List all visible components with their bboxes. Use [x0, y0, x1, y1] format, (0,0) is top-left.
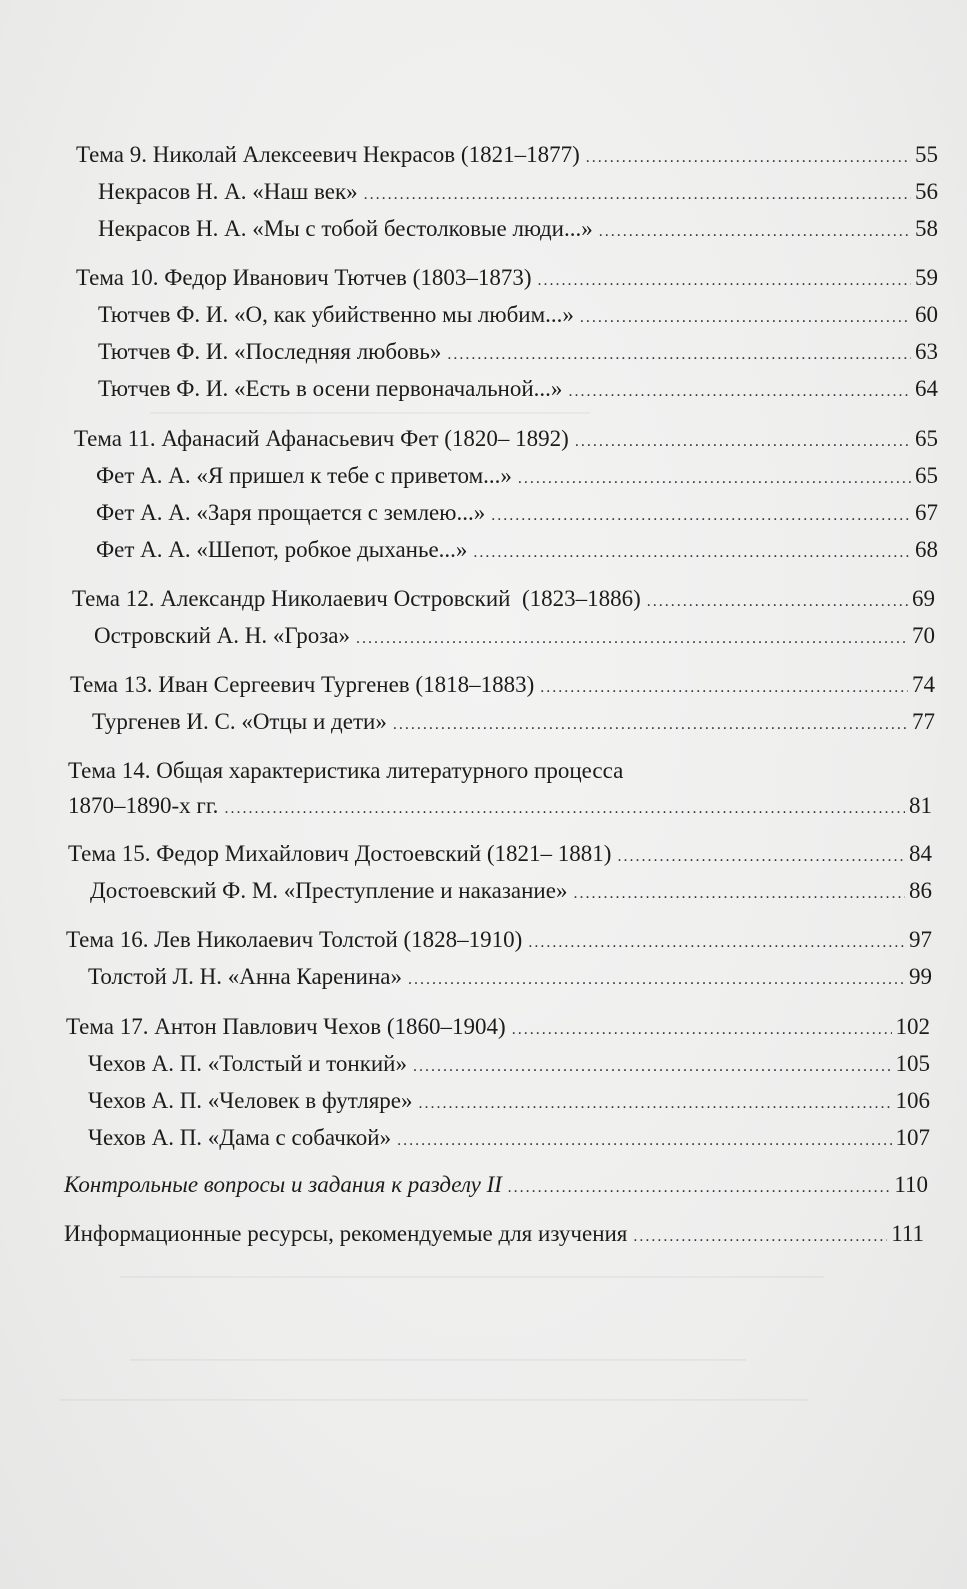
toc-entry-page: 102 — [895, 1014, 930, 1039]
dot-leader — [397, 1126, 891, 1156]
toc-entry-page: 110 — [894, 1172, 928, 1197]
dot-leader — [580, 303, 911, 333]
toc-entry-page: 60 — [915, 302, 938, 327]
toc-entry-topic-12[interactable] — [72, 584, 935, 617]
toc-entry-title: Некрасов Н. А. «Наш век» — [98, 179, 358, 204]
dot-leader — [512, 1015, 892, 1045]
toc-entry-chekhov-3[interactable] — [88, 1123, 930, 1156]
dot-leader — [491, 501, 911, 531]
toc-entry-chekhov-2[interactable] — [88, 1086, 930, 1119]
dot-leader — [356, 624, 908, 654]
toc-entry-page: 56 — [915, 179, 938, 204]
toc-entry-page: 63 — [915, 339, 938, 364]
toc-entry-fet-3[interactable] — [96, 535, 938, 568]
toc-entry-tyutchev-2[interactable] — [98, 337, 938, 370]
toc-entry-title: Тема 16. Лев Николаевич Толстой (1828–1910) — [66, 927, 523, 952]
bleed-through-text: ———————————————————————————— — [130, 1345, 746, 1370]
toc-entry-page: 59 — [915, 265, 938, 290]
toc-entry-title: Фет А. А. «Шепот, робкое дыханье...» — [96, 537, 468, 562]
toc-entry-title: Чехов А. П. «Человек в футляре» — [88, 1088, 413, 1113]
dot-leader — [364, 180, 911, 210]
toc-entry-title: 1870–1890-х гг. — [68, 793, 219, 818]
toc-entry-title: Тютчев Ф. И. «Есть в осени первоначальной...» — [98, 376, 563, 401]
dot-leader — [473, 538, 911, 568]
toc-entry-title: Тургенев И. С. «Отцы и дети» — [92, 709, 387, 734]
toc-entry-page: 97 — [909, 927, 932, 952]
toc-entry-nekrasov-2[interactable] — [98, 214, 938, 247]
dot-leader — [617, 842, 905, 872]
toc-entry-topic-16[interactable] — [66, 925, 932, 958]
toc-entry-title: Некрасов Н. А. «Мы с тобой бестолковые люди...» — [98, 216, 593, 241]
toc-entry-page: 68 — [915, 537, 938, 562]
dot-leader — [586, 143, 911, 173]
toc-entry-tyutchev-1[interactable] — [98, 300, 938, 333]
toc-entry-page: 111 — [891, 1221, 924, 1246]
dot-leader — [518, 464, 911, 494]
toc-entry-title: Фет А. А. «Я пришел к тебе с приветом...» — [96, 463, 512, 488]
toc-entry-dostoevsky-1[interactable] — [90, 876, 932, 909]
toc-entry-page: 86 — [909, 878, 932, 903]
toc-entry-title: Контрольные вопросы и задания к разделу II — [64, 1172, 502, 1197]
dot-leader — [224, 794, 905, 824]
dot-leader — [599, 217, 911, 247]
dot-leader — [418, 1089, 891, 1119]
toc-entry-page: 99 — [909, 964, 932, 989]
toc-entry-title: Тема 17. Антон Павлович Чехов (1860–1904) — [66, 1014, 506, 1039]
dot-leader — [633, 1222, 887, 1252]
toc-entry-turgenev-1[interactable] — [92, 707, 935, 740]
toc-entry-page: 58 — [915, 216, 938, 241]
bleed-through-text: ———————————————————————————————— — [120, 1262, 824, 1287]
dot-leader — [575, 427, 911, 457]
toc-entry-topic-9[interactable] — [76, 140, 938, 173]
toc-entry-title: Достоевский Ф. М. «Преступление и наказание» — [90, 878, 568, 903]
toc-entry-chekhov-1[interactable] — [88, 1049, 930, 1082]
bleed-through-text: —————————————————————————————————— — [60, 1385, 808, 1410]
toc-entry-page: 65 — [915, 426, 938, 451]
toc-entry-title: Тема 12. Александр Николаевич Островский (1823–1886) — [72, 586, 641, 611]
dot-leader — [413, 1052, 892, 1082]
toc-entry-page: 106 — [895, 1088, 930, 1113]
toc-entry-page: 65 — [915, 463, 938, 488]
dot-leader — [393, 710, 908, 740]
toc-entry-topic-17[interactable] — [66, 1012, 930, 1045]
toc-entry-title: Информационные ресурсы, рекомендуемые для изучения — [64, 1221, 628, 1246]
dot-leader — [508, 1173, 890, 1203]
dot-leader — [647, 587, 908, 617]
toc-entry-title: Островский А. Н. «Гроза» — [94, 623, 350, 648]
toc-entry-page: 69 — [912, 586, 935, 611]
toc-entry-title: Толстой Л. Н. «Анна Каренина» — [88, 964, 402, 989]
toc-entry-fet-1[interactable] — [96, 461, 938, 494]
toc-entry-title: Фет А. А. «Заря прощается с землею...» — [96, 500, 486, 525]
toc-entry-topic-14[interactable] — [68, 791, 932, 824]
toc-entry-title: Тема 15. Федор Михайлович Достоевский (1821– 1881) — [68, 841, 612, 866]
toc-entry-fet-2[interactable] — [96, 498, 938, 531]
dot-leader — [540, 673, 908, 703]
toc-entry-title: Тема 11. Афанасий Афанасьевич Фет (1820– 1892) — [74, 426, 569, 451]
toc-entry-page: 67 — [915, 500, 938, 525]
bleed-through-text: ———————————————————— — [150, 398, 590, 423]
toc-entry-review-questions[interactable] — [64, 1170, 928, 1203]
toc-entry-topic-10[interactable] — [76, 263, 938, 296]
toc-entry-page: 107 — [895, 1125, 930, 1150]
toc-entry-page: 64 — [915, 376, 938, 401]
toc-entry-topic-11[interactable] — [74, 424, 938, 457]
toc-entry-title: Тютчев Ф. И. «О, как убийственно мы любим...» — [98, 302, 574, 327]
toc-entry-ostrovsky-1[interactable] — [94, 621, 935, 654]
toc-entry-title: Тема 9. Николай Алексеевич Некрасов (1821–1877) — [76, 142, 580, 167]
dot-leader — [573, 879, 905, 909]
toc-entry-page: 55 — [915, 142, 938, 167]
dot-leader — [528, 928, 905, 958]
toc-entry-topic-14-title[interactable]: Тема 14. Общая характеристика литературного процесса — [68, 758, 624, 783]
toc-entry-title: Тютчев Ф. И. «Последняя любовь» — [98, 339, 442, 364]
toc-entry-info-resources[interactable] — [64, 1219, 924, 1252]
toc-entry-title: Тема 10. Федор Иванович Тютчев (1803–1873) — [76, 265, 532, 290]
dot-leader — [408, 965, 905, 995]
dot-leader — [537, 266, 911, 296]
toc-entry-nekrasov-1[interactable] — [98, 177, 938, 210]
toc-entry-topic-13[interactable] — [70, 670, 935, 703]
toc-entry-page: 105 — [895, 1051, 930, 1076]
toc-entry-page: 70 — [912, 623, 935, 648]
toc-entry-page: 74 — [912, 672, 935, 697]
toc-entry-title: Тема 13. Иван Сергеевич Тургенев (1818–1883) — [70, 672, 535, 697]
toc-entry-title: Чехов А. П. «Дама с собачкой» — [88, 1125, 392, 1150]
toc-entry-page: 81 — [909, 793, 932, 818]
toc-entry-page: 84 — [909, 841, 932, 866]
toc-entry-title: Чехов А. П. «Толстый и тонкий» — [88, 1051, 407, 1076]
dot-leader — [568, 377, 911, 407]
dot-leader — [447, 340, 911, 370]
toc-entry-page: 77 — [912, 709, 935, 734]
toc-entry-topic-15[interactable] — [68, 839, 932, 872]
toc-entry-tolstoy-1[interactable] — [88, 962, 932, 995]
